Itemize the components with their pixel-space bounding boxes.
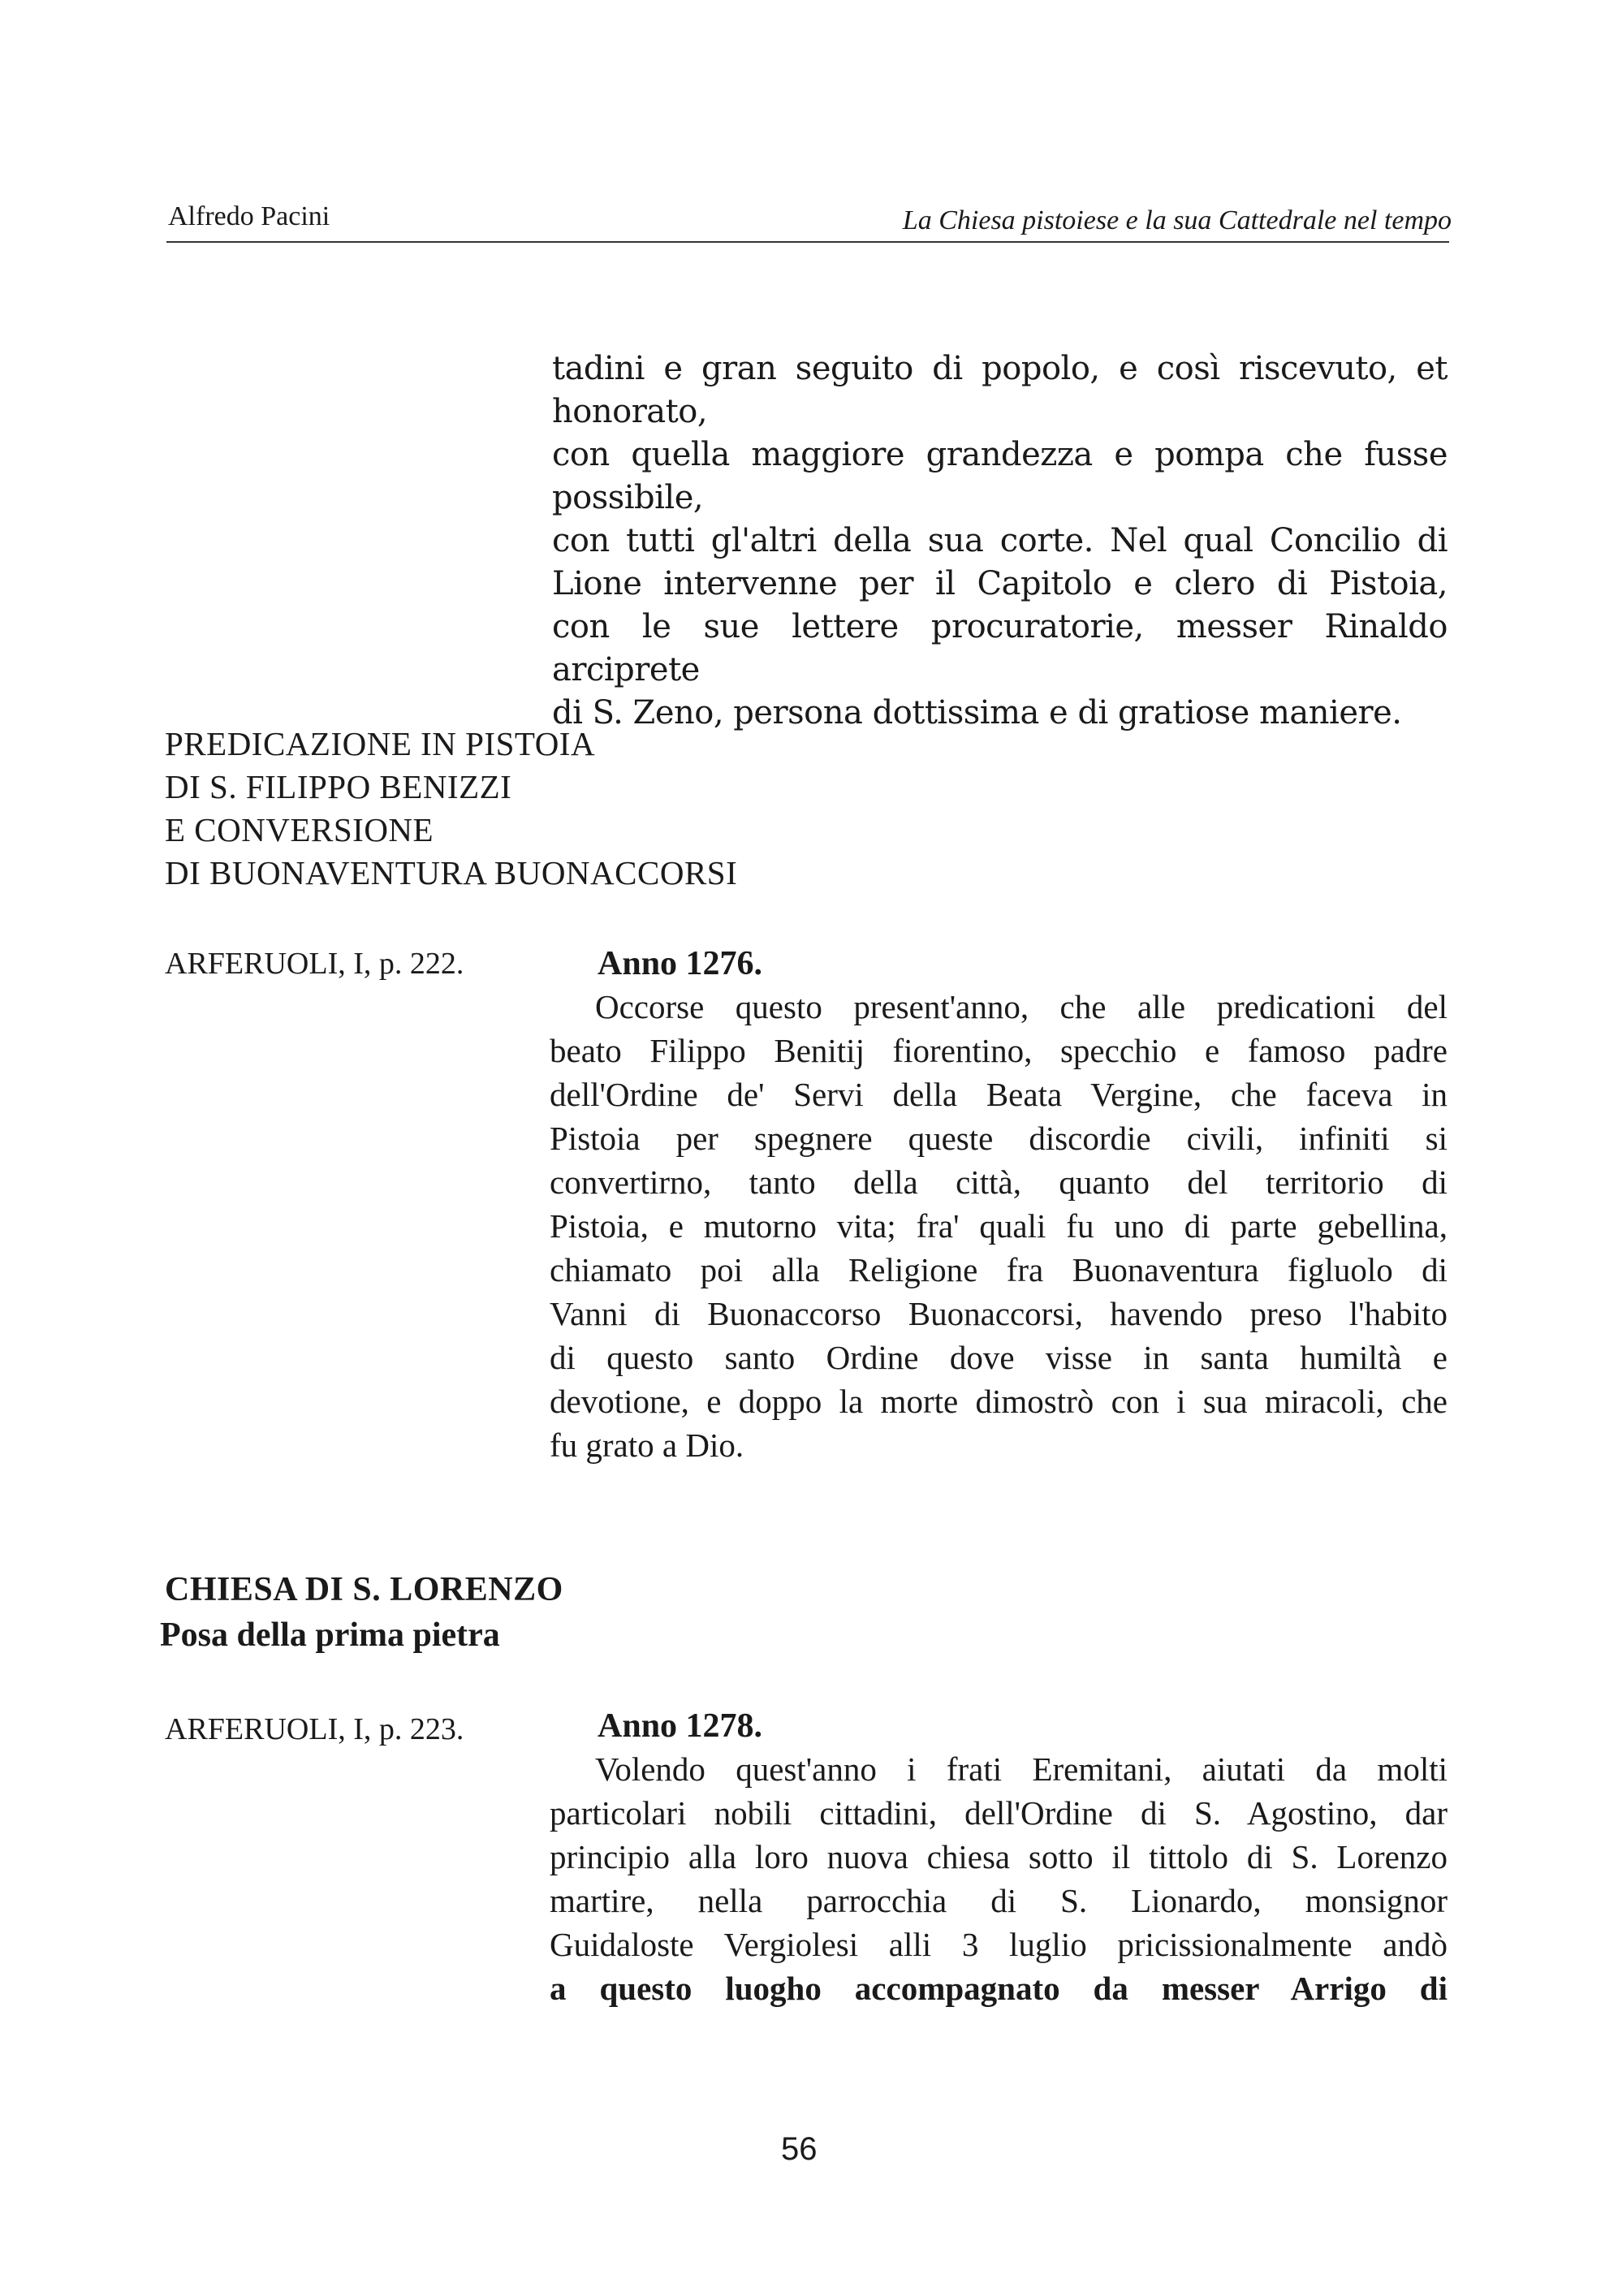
text-line: fu grato a Dio. [550, 1426, 744, 1464]
text-line: principio alla loro nuova chiesa sotto il tittolo di S. Lorenzo [550, 1838, 1448, 1875]
text-line: con tutti gl'altri della sua corte. Nel qual Concilio di [552, 522, 1448, 559]
section-title-line: CHIESA DI S. LORENZO [165, 1571, 563, 1608]
intro-paragraph [552, 347, 1448, 735]
text-line: di questo santo Ordine dove visse in santa humiltà e [550, 1339, 1448, 1376]
section-title-line: DI BUONAVENTURA BUONACCORSI [165, 854, 738, 891]
text-line: particolari nobili cittadini, dell'Ordine di S. Agostino, dar [550, 1794, 1448, 1832]
text-line: a questo luogho accompagnato da messer Arrigo di [550, 1970, 1448, 2007]
running-header-author: Alfredo Pacini [168, 201, 330, 231]
section-title-line: E CONVERSIONE [165, 811, 434, 848]
section-subtitle: Posa della prima pietra [160, 1616, 500, 1654]
text-line: beato Filippo Benitij fiorentino, specchio e famoso padre [550, 1032, 1448, 1069]
text-line: martire, nella parrocchia di S. Lionardo, monsignor [550, 1882, 1448, 1919]
text-line: di S. Zeno, persona dottissima e di gratiose maniere. [552, 694, 1402, 732]
text-line: Vanni di Buonaccorso Buonaccorsi, havendo preso l'habito [550, 1295, 1448, 1332]
text-line: dell'Ordine de' Servi della Beata Vergine, che faceva in [550, 1076, 1448, 1113]
text-line: con le sue lettere procuratorie, messer Rinaldo arciprete [552, 608, 1448, 688]
section-title-line: PREDICAZIONE IN PISTOIA [165, 725, 596, 762]
year-heading: Anno 1278. [598, 1707, 763, 1745]
text-line: Lione intervenne per il Capitolo e clero di Pistoia, [552, 565, 1448, 602]
source-reference: ARFERUOLI, I, p. 222. [165, 947, 464, 981]
text-line: con quella maggiore grandezza e pompa che fusse possibile, [552, 436, 1448, 516]
text-line: chiamato poi alla Religione fra Buonaventura figluolo di [550, 1251, 1448, 1288]
text-line: Pistoia, e mutorno vita; fra' quali fu uno di parte gebellina, [550, 1207, 1448, 1245]
text-line: Occorse questo present'anno, che alle predicationi del [595, 988, 1448, 1025]
year-heading: Anno 1276. [598, 945, 763, 982]
source-reference: ARFERUOLI, I, p. 223. [165, 1712, 464, 1746]
section-body [550, 985, 1448, 1467]
text-line: convertirno, tanto della città, quanto del territorio di [550, 1163, 1448, 1201]
text-line: Volendo quest'anno i frati Eremitani, aiutati da molti [595, 1750, 1448, 1788]
header-divider [166, 241, 1449, 243]
text-line: Guidaloste Vergiolesi alli 3 luglio pricissionalmente andò [550, 1926, 1448, 1963]
section-body [550, 1747, 1448, 2010]
page-number: 56 [781, 2131, 818, 2167]
running-header-book-title: La Chiesa pistoiese e la sua Cattedrale nel tempo [902, 205, 1452, 235]
section-title-line: DI S. FILIPPO BENIZZI [165, 768, 512, 805]
text-line: devotione, e doppo la morte dimostrò con i sua miracoli, che [550, 1383, 1448, 1420]
text-line: tadini e gran seguito di popolo, e così riscevuto, et honorato, [552, 350, 1448, 430]
text-line: Pistoia per spegnere queste discordie civili, infiniti si [550, 1120, 1448, 1157]
